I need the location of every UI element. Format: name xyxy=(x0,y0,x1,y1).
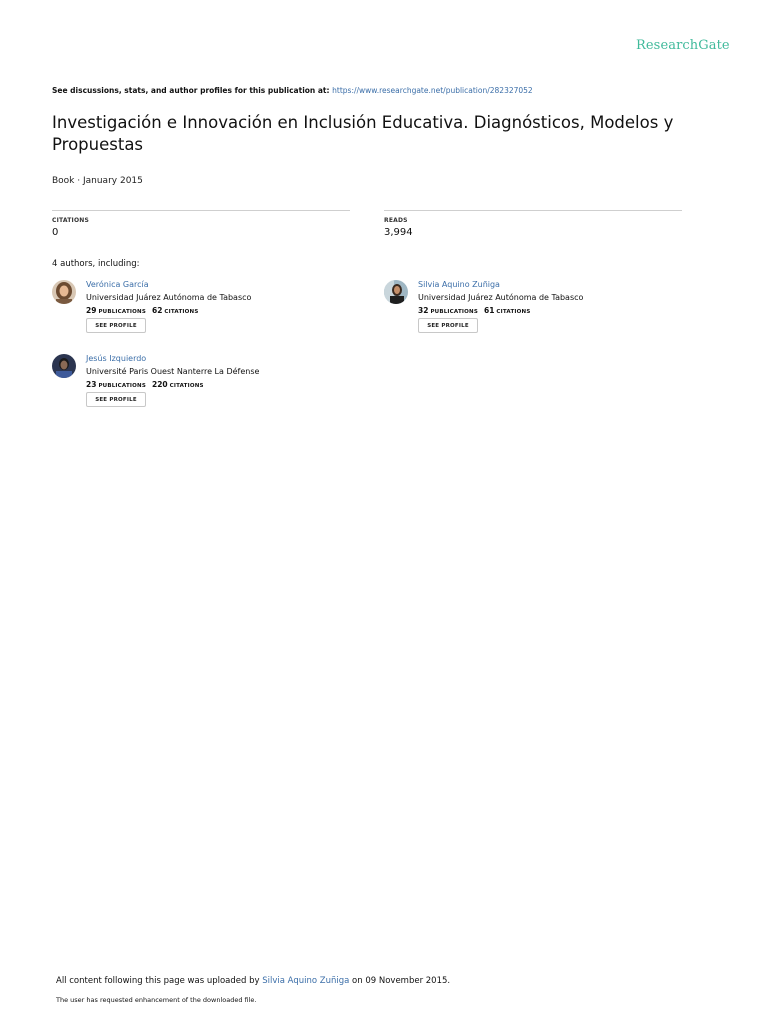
author-stats xyxy=(86,380,210,389)
avatar[interactable] xyxy=(52,280,76,304)
citations-count: 62 xyxy=(151,306,163,315)
publication-title: Investigación e Innovación en Inclusión Educativa. Diagnósticos, Modelos y Propuestas xyxy=(52,113,674,154)
upload-suffix: on 09 November 2015. xyxy=(349,976,451,986)
publication-link[interactable]: https://www.researchgate.net/publication/282327052 xyxy=(332,86,533,95)
citations-divider xyxy=(52,210,350,211)
publications-label: PUBLICATIONS xyxy=(98,383,146,389)
author-institution: Universidad Juárez Autónoma de Tabasco xyxy=(86,293,252,302)
researchgate-logo[interactable]: ResearchGate xyxy=(636,38,730,53)
author-institution: Université Paris Ouest Nanterre La Défense xyxy=(86,367,260,376)
uploader-link[interactable]: Silvia Aquino Zuñiga xyxy=(262,976,350,986)
upload-notice xyxy=(56,976,450,986)
avatar-photo-icon xyxy=(384,280,408,304)
publications-count: 32 xyxy=(418,306,429,315)
avatar-photo-icon xyxy=(52,280,76,304)
reads-divider xyxy=(384,210,682,211)
publications-count: 29 xyxy=(86,306,97,315)
author-name[interactable]: Silvia Aquino Zuñiga xyxy=(418,280,500,289)
citations-label: CITATIONS xyxy=(52,217,90,224)
see-profile-button[interactable]: SEE PROFILE xyxy=(86,318,146,333)
citations-value: 0 xyxy=(52,227,59,238)
publications-label: PUBLICATIONS xyxy=(98,309,146,315)
avatar[interactable] xyxy=(52,354,76,378)
discussion-text: See discussions, stats, and author profiles for this publication at: xyxy=(52,86,333,95)
publications-count: 23 xyxy=(86,380,97,389)
author-stats xyxy=(418,306,537,315)
citations-label: CITATIONS xyxy=(496,309,531,315)
avatar[interactable] xyxy=(384,280,408,304)
author-name[interactable]: Verónica García xyxy=(86,280,149,289)
reads-label: READS xyxy=(384,217,408,224)
see-profile-button[interactable]: SEE PROFILE xyxy=(86,392,146,407)
citations-count: 220 xyxy=(151,380,168,389)
reads-value: 3,994 xyxy=(384,227,413,238)
see-profile-button[interactable]: SEE PROFILE xyxy=(418,318,478,333)
publication-meta: Book · January 2015 xyxy=(52,176,143,186)
author-institution: Universidad Juárez Autónoma de Tabasco xyxy=(418,293,584,302)
publications-label: PUBLICATIONS xyxy=(430,309,478,315)
author-stats xyxy=(86,306,205,315)
author-name[interactable]: Jesús Izquierdo xyxy=(86,354,147,363)
discussion-line xyxy=(52,86,533,95)
enhancement-note: The user has requested enhancement of the downloaded file. xyxy=(56,996,257,1004)
citations-count: 61 xyxy=(483,306,495,315)
citations-label: CITATIONS xyxy=(164,309,199,315)
upload-prefix: All content following this page was uploaded by xyxy=(56,976,263,986)
authors-heading: 4 authors, including: xyxy=(52,259,140,269)
citations-label: CITATIONS xyxy=(169,383,204,389)
avatar-photo-icon xyxy=(52,354,76,378)
